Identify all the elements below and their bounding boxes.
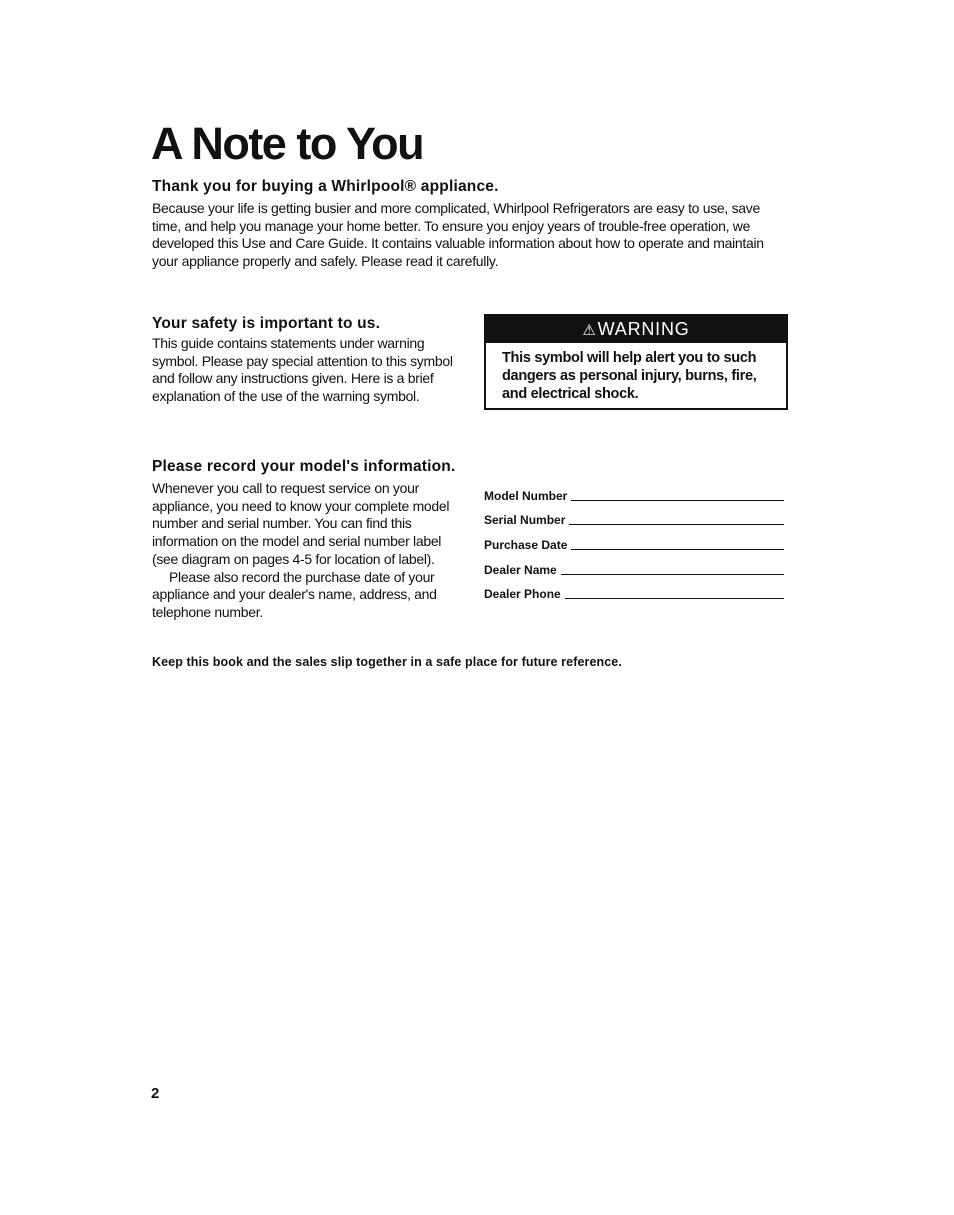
warning-triangle-icon: ⚠ [582,322,597,339]
model-info-text-1: Whenever you call to request service on your appliance, you need to know your complete model number and serial number. You can find this information on the model and serial number label (see diagram on pages 4-5 for location of label). [152,480,450,567]
page-number: 2 [151,1085,160,1102]
model-info-paragraph [152,480,457,622]
purchase-date-field [484,528,784,553]
fill-in-line [571,500,784,501]
record-fields [484,479,784,602]
warning-label: WARNING [597,319,690,339]
field-label: Purchase Date [484,538,568,553]
serial-number-field [484,504,784,529]
safety-heading: Your safety is important to us. [152,315,381,332]
field-label: Dealer Name [484,562,557,577]
fill-in-line [571,549,784,550]
warning-header [486,316,786,343]
dealer-phone-field [484,578,784,603]
model-number-field [484,479,784,504]
fill-in-line [569,524,784,525]
fill-in-line [561,574,784,575]
fill-in-line [565,598,784,599]
intro-paragraph: Because your life is getting busier and more complicated, Whirlpool Refrigerators are easy to use, save time, and help you manage your home better. To ensure you enjoy years of trouble-free operation, we developed this Use and Care Guide. It contains valuable information about how to operate and maintain your appliance properly and safely. Please read it carefully. [152,200,764,270]
warning-box [484,314,788,410]
dealer-name-field [484,553,784,578]
safety-paragraph: This guide contains statements under warning symbol. Please pay special attention to this symbol and follow any instructions given. Here is a brief explanation of the use of the warning symbol. [152,335,453,405]
keep-book-note: Keep this book and the sales slip together in a safe place for future reference. [152,655,622,669]
warning-text: This symbol will help alert you to such dangers as personal injury, burns, fire, and electrical shock. [502,350,757,402]
field-label: Dealer Phone [484,587,561,602]
field-label: Model Number [484,488,568,503]
model-info-text-2: Please also record the purchase date of your appliance and your dealer's name, address, and telephone number. [152,568,437,620]
model-info-heading: Please record your model's information. [152,458,456,475]
field-label: Serial Number [484,513,566,528]
intro-heading: Thank you for buying a Whirlpool® appliance. [152,178,499,195]
page-title: A Note to You [151,118,424,169]
